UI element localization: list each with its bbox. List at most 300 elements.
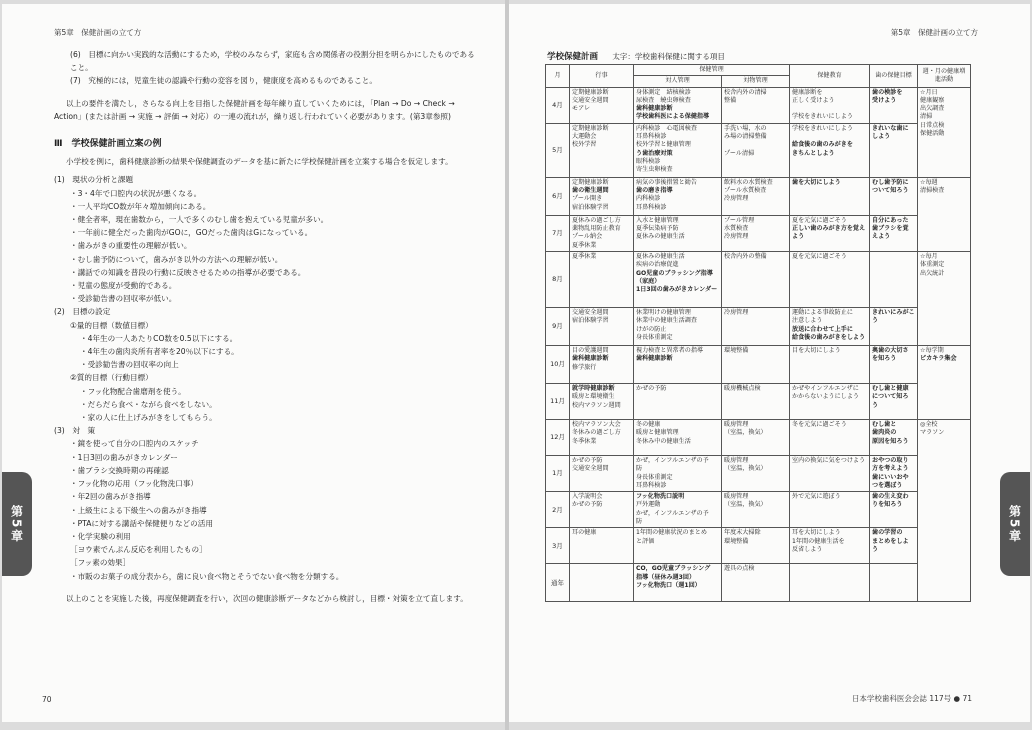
cell-line: プール管理	[724, 216, 755, 224]
cell-line: 給食後の歯のみがきを	[792, 141, 853, 149]
cell-line: むし歯と健康	[872, 384, 909, 392]
table-row	[546, 455, 971, 491]
cell-line: 歯の検診を	[872, 88, 903, 96]
cell-line: 健康観察	[920, 96, 945, 104]
cell-line: 放送に合わせて上手に	[792, 325, 853, 333]
cell-line: 校内マラソン大会	[572, 420, 621, 428]
cell-line: （室温，換気）	[724, 501, 767, 509]
cell-line: 方を考えよう	[872, 465, 909, 473]
cell-line: つを選ぼう	[872, 481, 903, 489]
list-item: ・児童の態度が受動的である。	[70, 281, 177, 291]
event-cell	[570, 455, 634, 491]
object-mgmt-cell	[722, 345, 790, 383]
cell-line: 身長体重測定	[636, 473, 673, 481]
col-person-mgmt: 対人管理	[634, 76, 722, 87]
item-6: (6) 目標に向かい実践的な活動にするため，学校のみならず，家庭も含め関係者の役割分担を明らかにしたものであること。	[70, 50, 475, 73]
education-cell	[790, 492, 870, 528]
cell-line: けがの防止	[636, 325, 667, 333]
goal-cell	[870, 307, 918, 345]
person-mgmt-cell	[634, 215, 722, 251]
cell-line: 清掃検査	[920, 187, 945, 195]
cell-line: 目を大切にしよう	[792, 346, 841, 354]
object-mgmt-cell	[722, 177, 790, 215]
right-page	[509, 4, 1030, 722]
cell-line: 修学旅行	[572, 363, 597, 371]
section-heading: Ⅲ 学校保健計画立案の例	[54, 139, 162, 150]
goal-cell	[870, 177, 918, 215]
page-number: 70	[42, 695, 52, 704]
event-cell	[570, 215, 634, 251]
cell-line: 健康診断を	[792, 88, 823, 96]
cell-line: 原因を知ろう	[872, 437, 909, 445]
education-cell	[790, 215, 870, 251]
education-cell	[790, 528, 870, 564]
table-row	[546, 383, 971, 419]
table-row	[546, 215, 971, 251]
cell-line: ☆毎月	[920, 252, 938, 260]
person-mgmt-cell	[634, 455, 722, 491]
cell-line	[724, 141, 787, 149]
goal-cell	[870, 87, 918, 123]
list-item: ・化学実験の利用	[70, 531, 131, 541]
person-mgmt-cell	[634, 564, 722, 602]
cell-line: 暖房管理	[724, 420, 749, 428]
cell-line: 耳鼻科検診	[636, 203, 667, 211]
event-cell	[570, 123, 634, 177]
goal-cell	[870, 383, 918, 419]
cell-line: かぜ，インフルエンザの予	[636, 509, 709, 517]
cell-line: 交通安全週間	[572, 96, 609, 104]
cell-line: きちんとしよう	[792, 149, 835, 157]
goal-cell	[870, 492, 918, 528]
cell-line: かぜの予防	[572, 501, 603, 509]
table-title: 学校保健計画	[547, 52, 599, 62]
cell-line: 歯の学習の	[872, 529, 903, 537]
cell-line: 身体測定 結核検診	[636, 88, 691, 96]
education-cell	[790, 307, 870, 345]
col-event: 行事	[570, 65, 634, 88]
body-text	[54, 48, 480, 605]
goal-cell	[870, 251, 918, 307]
list-item: ・歯みがきの重要性の理解が低い。	[70, 241, 192, 251]
cell-line: 宿泊体験学習	[572, 203, 609, 211]
cell-line: 休業明けの健康管理	[636, 308, 691, 316]
list-item: ・PTAに対する講話や保健便りなどの活用	[70, 518, 213, 528]
cell-line: 夏季伝染病予防	[636, 225, 679, 233]
list-item: ・だらだら食べ・ながら食べをしない。	[80, 399, 217, 409]
cell-line: 尿検査 蟯虫卵検査	[636, 96, 691, 104]
cell-line: 眼科検診	[636, 157, 661, 165]
cell-line: 冷房管理	[724, 195, 749, 203]
object-mgmt-cell	[722, 251, 790, 307]
table-subtitle: 太字：学校歯科保健に関する項目	[612, 52, 725, 61]
month-cell: 11月	[546, 383, 570, 419]
table-row	[546, 177, 971, 215]
list-item: ・市販のお菓子の成分表から，歯に良い食べ物とそうでない食べ物を分類する。	[70, 571, 344, 581]
list-item: ・受診勧告書の回収率の向上	[80, 360, 179, 370]
col-goal: 歯の保健目標	[870, 65, 918, 88]
sub-heading: ②質的目標（行動目標）	[70, 373, 153, 383]
person-mgmt-cell	[634, 87, 722, 123]
cell-line: モアレ	[572, 105, 591, 113]
weekly-activity-cell	[918, 177, 971, 251]
col-weekly: 週・月の健康増進活動	[918, 65, 971, 88]
cell-line: 校舎内外の整備	[724, 252, 767, 260]
cell-line: 夏を元気に過ごそう	[792, 216, 847, 224]
goal-cell	[870, 528, 918, 564]
cell-line: 内科検診 心電図検査	[636, 124, 697, 132]
cell-line: 環境整備	[724, 537, 749, 545]
cell-line: むし歯と	[872, 420, 897, 428]
table-row	[546, 307, 971, 345]
list-item: ・家の人に仕上げみがきをしてもらう。	[80, 413, 217, 423]
cell-line: えよう	[872, 233, 891, 241]
cell-line: う	[872, 401, 879, 409]
table-row	[546, 564, 971, 602]
list-item: ［ヨウ素でんぷん反応を利用したもの］	[70, 545, 207, 555]
table-row	[546, 419, 971, 455]
paragraph-pdca: 以上の要件を満たし，さらなる向上を目指した保健計画を毎年練り直していくためには，「Plan → Do → Check → Action」(または計画 → 実施 → 評価 → 対応）の一連の流れが，繰り返し行われていく必要があります。(第3章参照)	[54, 98, 455, 121]
table-row	[546, 251, 971, 307]
month-cell: 3月	[546, 528, 570, 564]
cell-line: み場の清掃整備	[724, 133, 767, 141]
list-item: ・3・4年で口腔内の状況が悪くなる。	[70, 188, 202, 198]
cell-line: 歯科健康診断	[636, 355, 673, 363]
person-mgmt-cell	[634, 251, 722, 307]
goal-cell	[870, 345, 918, 383]
table-row	[546, 492, 971, 528]
person-mgmt-cell	[634, 177, 722, 215]
cell-line: 給食後の歯みがきをしよう	[792, 333, 866, 341]
cell-line: 年度末大掃除	[724, 529, 761, 537]
month-cell: 4月	[546, 87, 570, 123]
cell-line: 学校をきれいにしよう	[792, 113, 853, 121]
event-cell	[570, 383, 634, 419]
cell-line: 出欠統計	[920, 269, 945, 277]
table-row	[546, 345, 971, 383]
weekly-activity-cell	[918, 87, 971, 177]
school-health-plan-table	[545, 64, 971, 602]
cell-line: ついて知ろう	[872, 187, 909, 195]
cell-line: 正しく受けよう	[792, 96, 835, 104]
cell-line: フッ化物洗口説明	[636, 493, 685, 501]
cell-line: 視力検査と異常者の指導	[636, 346, 704, 354]
subsection-title-goals: (2) 目標の設定	[54, 307, 111, 317]
cell-line: まとめをしよ	[872, 537, 909, 545]
cell-line: 学校をきれいにしよう	[792, 124, 853, 132]
month-cell: 10月	[546, 345, 570, 383]
education-cell	[790, 345, 870, 383]
cell-line: 交通安全週間	[572, 308, 609, 316]
event-cell	[570, 492, 634, 528]
cell-line: きれいにみがこう	[872, 308, 915, 325]
cell-line: 遊具の点検	[724, 565, 755, 573]
cell-line: 定期健康診断	[572, 178, 609, 186]
cell-line: 戸外運動	[636, 501, 661, 509]
event-cell	[570, 307, 634, 345]
cell-line: 冬休み中の健康生活	[636, 437, 691, 445]
object-mgmt-cell	[722, 455, 790, 491]
cell-line: 外で元気に遊ぼう	[792, 493, 841, 501]
cell-line: （室温，換気）	[724, 429, 767, 437]
col-management: 保健管理	[634, 65, 790, 76]
cell-line: 歯を大切にしよう	[792, 178, 841, 186]
cell-line: かからないようにしよう	[792, 393, 860, 401]
table-title-block	[547, 50, 725, 62]
cell-line: りを知ろう	[872, 501, 903, 509]
cell-line: 歯科健康診断	[636, 105, 673, 113]
table-body	[546, 87, 971, 602]
cell-line: う歯治療対策	[636, 149, 673, 157]
cell-line: 定期健康診断	[572, 124, 609, 132]
cell-line: 冬休みの過ごし方	[572, 429, 621, 437]
cell-line: 身長体重測定	[636, 333, 673, 341]
cell-line: 宿泊体験学習	[572, 317, 609, 325]
running-header: 第5章 保健計画の立て方	[890, 28, 978, 37]
list-item: ・フッ化物の応用（フッ化物洗口事）	[70, 479, 199, 489]
object-mgmt-cell	[722, 419, 790, 455]
sub-heading: ①量的目標（数値目標）	[70, 320, 153, 330]
cell-line: 冷房管理	[724, 233, 749, 241]
person-mgmt-cell	[634, 383, 722, 419]
month-cell: 8月	[546, 251, 570, 307]
list-item: ・年2回の歯みがき指導	[70, 492, 151, 502]
cell-line: 冬を元気に過ごそう	[792, 420, 847, 428]
col-object-mgmt: 対物管理	[722, 76, 790, 87]
education-cell	[790, 419, 870, 455]
cell-line: 内科検診	[636, 195, 661, 203]
cell-line: 注意しよう	[792, 317, 823, 325]
cell-line: 歯肉炎の	[872, 429, 897, 437]
cell-line: 冷房管理	[724, 308, 749, 316]
cell-line: 校外学習	[572, 141, 597, 149]
cell-line: フッ化物洗口（週1回）	[636, 581, 701, 589]
chapter-tab: 第5章	[1000, 472, 1030, 576]
list-item: ・健全者率，現在歯数から，一人で多くのむし歯を抱えている児童が多い。	[70, 215, 329, 225]
col-month: 月	[546, 65, 570, 88]
cell-line: 病気の事後措置と勧告	[636, 178, 697, 186]
cell-line: 自分にあった	[872, 216, 909, 224]
cell-line: 休業中の健康生活調査	[636, 317, 697, 325]
cell-line: 整備	[724, 96, 737, 104]
list-item: ［フッ素の効果］	[70, 558, 131, 568]
cell-line: ◎全校	[920, 420, 938, 428]
month-cell: 5月	[546, 123, 570, 177]
cell-line: 歯の磨き指導	[636, 187, 673, 195]
cell-line: 水質検査	[724, 225, 749, 233]
goal-cell	[870, 419, 918, 455]
month-cell: 9月	[546, 307, 570, 345]
cell-line: プール納会	[572, 233, 603, 241]
event-cell	[570, 345, 634, 383]
event-cell	[570, 419, 634, 455]
person-mgmt-cell	[634, 528, 722, 564]
cell-line: 耳鼻科検診	[636, 481, 667, 489]
cell-line: 薬物乱用防止教育	[572, 225, 621, 233]
cell-line: 入学説明会	[572, 493, 603, 501]
education-cell	[790, 123, 870, 177]
cell-line: ピカキラ集会	[920, 355, 957, 363]
list-item: ・一年前に健全だった歯肉がGOに，GOだった歯肉はGになっている。	[70, 228, 313, 238]
cell-line: 定期健康診断	[572, 88, 609, 96]
month-cell: 7月	[546, 215, 570, 251]
cell-line: かぜの予防	[636, 384, 667, 392]
subsection-title-measures: (3) 対 策	[54, 426, 96, 436]
cell-line: う	[872, 545, 879, 553]
cell-line: （室温，換気）	[724, 465, 767, 473]
education-cell	[790, 564, 870, 602]
person-mgmt-cell	[634, 492, 722, 528]
person-mgmt-cell	[634, 419, 722, 455]
cell-line: 歯の生え変わ	[872, 493, 909, 501]
object-mgmt-cell	[722, 215, 790, 251]
running-header: 第5章 保健計画の立て方	[54, 28, 142, 37]
list-item: ・講話での知識を普段の行動に反映させるための指導が必要である。	[70, 267, 306, 277]
cell-line: おやつの取り	[872, 456, 909, 464]
table-row	[546, 123, 971, 177]
object-mgmt-cell	[722, 87, 790, 123]
goal-cell	[870, 564, 918, 602]
month-cell: 6月	[546, 177, 570, 215]
month-cell: 2月	[546, 492, 570, 528]
cell-line: 受けよう	[872, 96, 897, 104]
left-page	[2, 4, 505, 722]
cell-line: ☆毎学期	[920, 346, 944, 354]
cell-line: 校舎内外の清掃	[724, 88, 767, 96]
cell-line: 夏休みの健康生活	[636, 252, 685, 260]
cell-line: 入水と健康管理	[636, 216, 679, 224]
cell-line: 防	[636, 465, 643, 473]
table-row	[546, 528, 971, 564]
cell-line: ☆毎週	[920, 178, 938, 186]
cell-line: 日常点検	[920, 121, 945, 129]
cell-line: 耳を大切にしよう	[792, 529, 841, 537]
cell-line: 正しい歯のみがき方を覚えよう	[792, 225, 866, 241]
cell-line: 寄生虫卵検査	[636, 166, 673, 174]
event-cell	[570, 251, 634, 307]
cell-line: 暖房機械点検	[724, 384, 761, 392]
cell-line: 1年間の健康生活を	[792, 537, 845, 545]
cell-line: 歯科健康診断	[572, 355, 609, 363]
journal-footer: 日本学校歯科医会会誌 117号 ● 71	[851, 694, 972, 703]
weekly-activity-cell	[918, 251, 971, 345]
object-mgmt-cell	[722, 307, 790, 345]
cell-line: について知ろ	[872, 393, 909, 401]
cell-line: 耳の健康	[572, 529, 597, 537]
cell-line: 夏季休業	[572, 252, 597, 260]
cell-line: プール清掃	[724, 149, 755, 157]
cell-line: プール開き	[572, 195, 603, 203]
cell-line: 夏休みの過ごし方	[572, 216, 621, 224]
goal-cell	[870, 455, 918, 491]
list-item: ・1日3回の歯みがきカレンダー	[70, 452, 178, 462]
cell-line: 体重測定	[920, 261, 945, 269]
cell-line: 暖房管理	[724, 456, 749, 464]
education-cell	[790, 455, 870, 491]
cell-line: 反省しよう	[792, 545, 823, 553]
education-cell	[790, 87, 870, 123]
cell-line: かぜ，インフルエンザの予	[636, 456, 709, 464]
weekly-activity-cell	[918, 419, 971, 601]
cell-line: 就学時健康診断	[572, 384, 615, 392]
col-education: 保健教育	[790, 65, 870, 88]
list-item: ・上級生による下級生への歯みがき指導	[70, 505, 207, 515]
cell-line: 冬季休業	[572, 437, 597, 445]
cell-line: 歯の衛生週間	[572, 187, 609, 195]
cell-line: 指導（昼休み週3回）	[636, 573, 696, 581]
person-mgmt-cell	[634, 307, 722, 345]
cell-line: GO児童のブラッシング指導（家庭）	[636, 269, 713, 285]
cell-line: 夏休みの健康生活	[636, 233, 685, 241]
object-mgmt-cell	[722, 492, 790, 528]
cell-line: プール水質検査	[724, 187, 767, 195]
list-item: ・4年生の一人あたりCO数を0.5以下にする。	[80, 333, 238, 343]
month-cell: 通年	[546, 564, 570, 602]
list-item: ・受診勧告書の回収率が低い。	[70, 294, 177, 304]
object-mgmt-cell	[722, 383, 790, 419]
cell-line: 防	[636, 518, 643, 526]
cell-line: 保健活動	[920, 130, 945, 138]
cell-line: マラソン	[920, 429, 945, 437]
cell-line: を知ろう	[872, 355, 897, 363]
cell-line: かぜやインフルエンザに	[792, 384, 859, 392]
table-row	[546, 87, 971, 123]
cell-line: 歯ブラシを覚	[872, 225, 909, 233]
cell-line: 暖房と環境衛生	[572, 393, 615, 401]
cell-line: と評価	[636, 537, 655, 545]
object-mgmt-cell	[722, 528, 790, 564]
list-item: ・フッ化物配合歯磨剤を使う。	[80, 386, 186, 396]
cell-line: 校内マラソン週間	[572, 401, 621, 409]
subsection-title-analysis: (1) 現状の分析と課題	[54, 175, 134, 185]
event-cell	[570, 177, 634, 215]
cell-line: 清掃	[920, 113, 933, 121]
cell-line: 歯にいいおや	[872, 473, 909, 481]
cell-line: 耳鼻科検診	[636, 133, 667, 141]
person-mgmt-cell	[634, 345, 722, 383]
event-cell	[570, 87, 634, 123]
cell-line: しよう	[872, 133, 891, 141]
cell-line: 奥歯の大切さ	[872, 346, 909, 354]
goal-cell	[870, 123, 918, 177]
cell-line: きれいな歯に	[872, 124, 909, 132]
list-item: ・一人平均CO数が年々増加傾向にある。	[70, 201, 211, 211]
cell-line: 出欠調査	[920, 105, 945, 113]
event-cell	[570, 564, 634, 602]
cell-line: 大運動会	[572, 133, 597, 141]
education-cell	[790, 177, 870, 215]
list-item: ・鏡を使って自分の口腔内のスケッチ	[70, 439, 199, 449]
cell-line: ☆月日	[920, 88, 938, 96]
month-cell: 1月	[546, 455, 570, 491]
cell-line: 暖房と健康管理	[636, 429, 679, 437]
list-item: ・歯ブラシ交換時期の再確認	[70, 465, 169, 475]
cell-line: 暖房管理	[724, 493, 749, 501]
cell-line: 校外学習と健康管理	[636, 141, 691, 149]
cell-line: 交通安全週間	[572, 465, 609, 473]
cell-line: 夏季休業	[572, 241, 597, 249]
cell-line: むし歯予防に	[872, 178, 909, 186]
closing-paragraph: 以上のことを実施した後，再度保健調査を行い，次回の健康診断データなどから検討し，目標・対策を立て直します。	[66, 593, 468, 603]
cell-line: 1年間の健康状況のまとめ	[636, 529, 707, 537]
cell-line: CO，GO児童ブラッシング	[636, 565, 711, 573]
chapter-tab: 第5章	[2, 472, 32, 576]
cell-line: 学校歯科医による保健指導	[636, 113, 710, 121]
cell-line: 手洗い場，水の	[724, 124, 767, 132]
goal-cell	[870, 215, 918, 251]
section-intro: 小学校を例に，歯科健康診断の結果や保健調査のデータを基に新たに学校保健計画を立案する場合を仮定します。	[66, 157, 453, 167]
object-mgmt-cell	[722, 123, 790, 177]
